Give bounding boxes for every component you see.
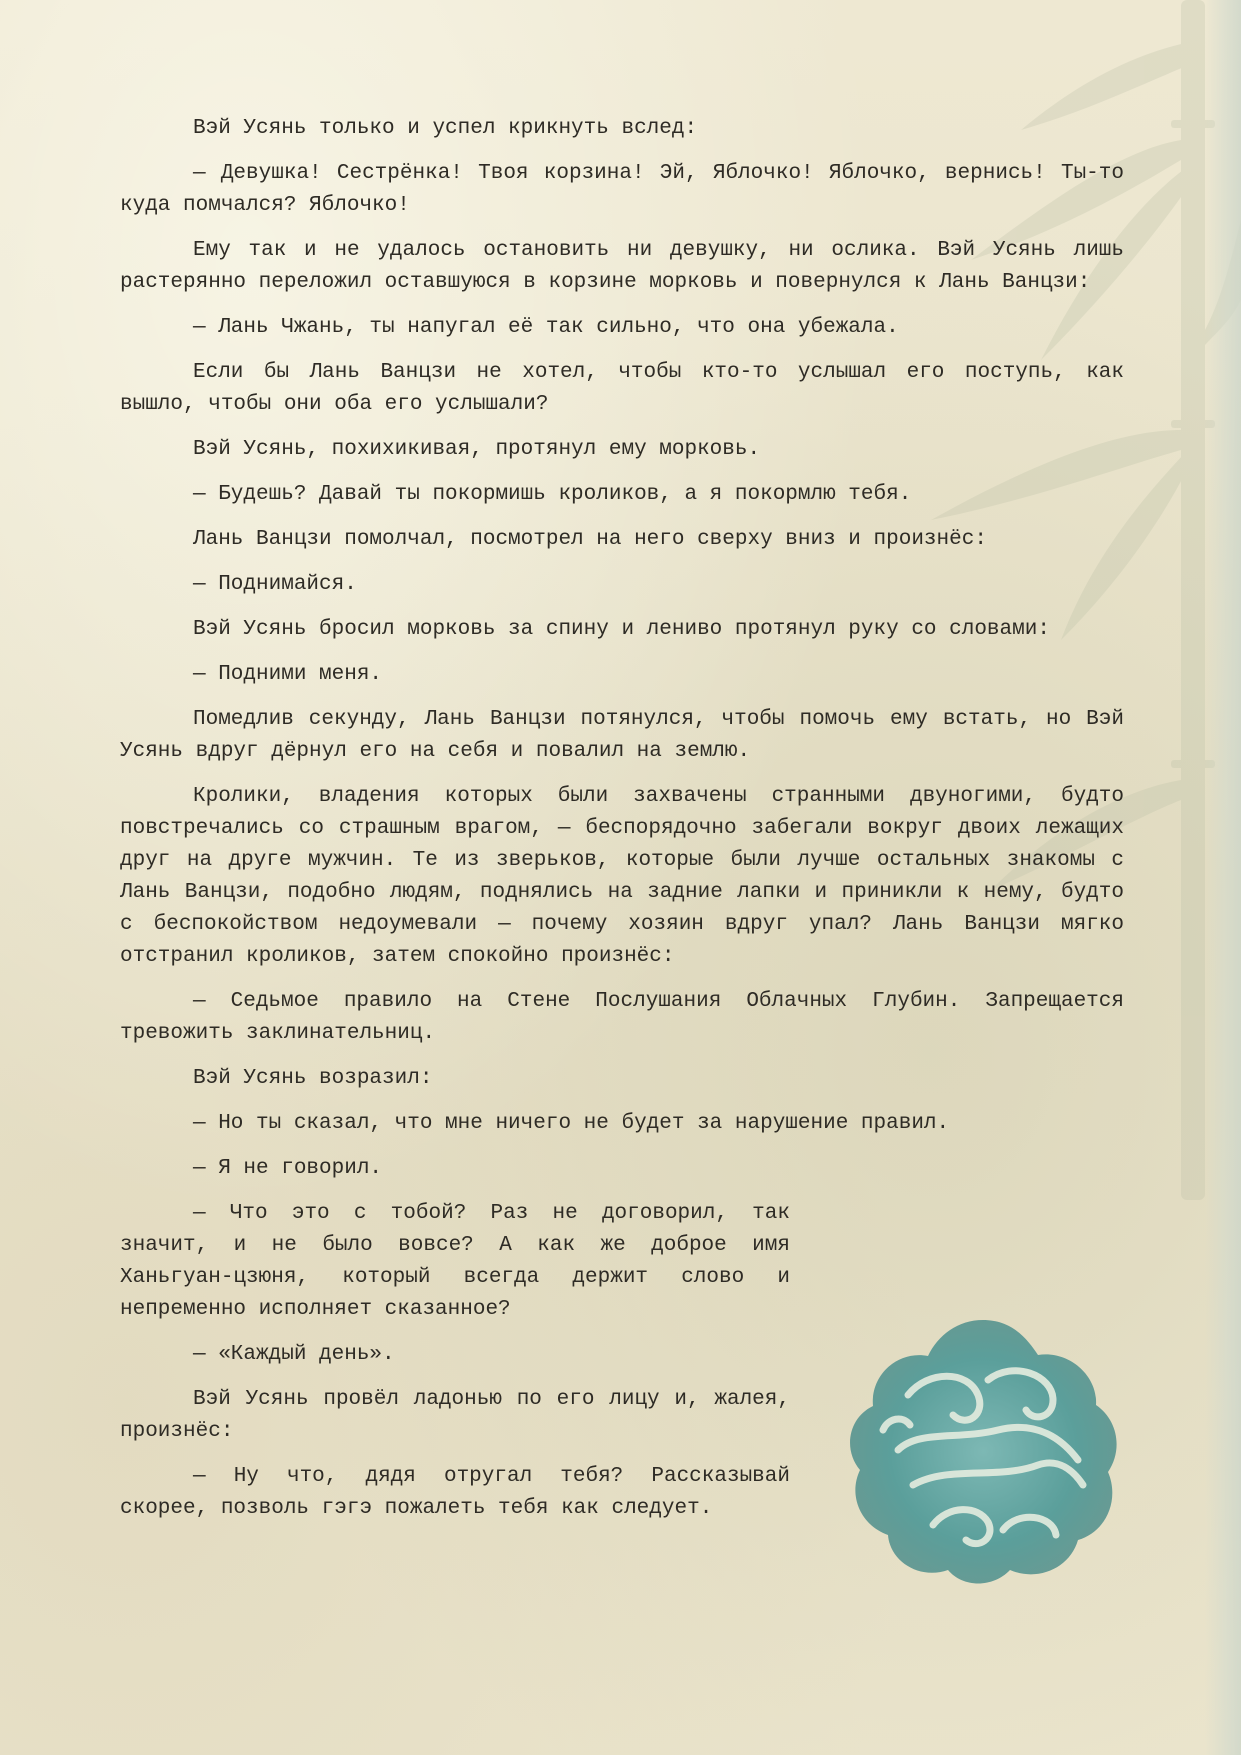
paragraph: Если бы Лань Ванцзи не хотел, чтобы кто-то услышал его поступь, как вышло, чтобы они оба его услышали? (120, 361, 1124, 416)
paragraph: Лань Ванцзи помолчал, посмотрел на него сверху вниз и произнёс: (193, 528, 987, 551)
paragraph: — Лань Чжань, ты напугал её так сильно, что она убежала. (193, 316, 899, 339)
paragraph: — Но ты сказал, что мне ничего не будет за нарушение правил. (193, 1112, 950, 1135)
paragraph: — Что это с тобой? Раз не договорил, так значит, и не было вовсе? А как же доброе имя Ханьгуан-цзюня, который всегда держит слово и непременно исполняет сказанное? (120, 1202, 790, 1321)
paragraph: Помедлив секунду, Лань Ванцзи потянулся, чтобы помочь ему встать, но Вэй Усянь вдруг дёрнул его на себя и повалил на землю. (120, 708, 1124, 763)
paragraph: — Подними меня. (193, 663, 383, 686)
paragraph: Вэй Усянь возразил: (193, 1067, 433, 1090)
page-edge-strip (1205, 0, 1241, 1755)
paragraph: — Седьмое правило на Стене Послушания Облачных Глубин. Запрещается тревожить заклинательниц. (120, 990, 1124, 1045)
paragraph: Вэй Усянь, похихикивая, протянул ему морковь. (193, 438, 761, 461)
paragraph: — Девушка! Сестрёнка! Твоя корзина! Эй, Яблочко! Яблочко, вернись! Ты-то куда помчался? Яблочко! (120, 162, 1124, 217)
paragraph: Вэй Усянь провёл ладонью по его лицу и, жалея, произнёс: (120, 1388, 790, 1443)
paragraph: Ему так и не удалось остановить ни девушку, ни ослика. Вэй Усянь лишь растерянно переложил оставшуюся в корзине морковь и повернулся к Лань Ванцзи: (120, 239, 1124, 294)
cloud-emblem-icon (838, 1300, 1128, 1590)
paragraph: — Я не говорил. (193, 1157, 383, 1180)
paragraph: Кролики, владения которых были захвачены странными двуногими, будто повстречались со страшным врагом, — беспорядочно забегали вокруг двоих лежащих друг на друге мужчин. Те из зверьков, которые были лучше остальных знакомы с Лань Ванцзи, подобно людям, поднялись на задние лапки и приникли к нему, будто с беспокойством недоумевали — почему хозяин вдруг упал? Лань Ванцзи мягко отстранил кроликов, затем спокойно произнёс: (120, 785, 1124, 968)
paragraph: — Поднимайся. (193, 573, 357, 596)
paragraph: — «Каждый день». (193, 1343, 395, 1366)
paragraph: — Будешь? Давай ты покормишь кроликов, а я покормлю тебя. (193, 483, 912, 506)
paragraph: Вэй Усянь бросил морковь за спину и лениво протянул руку со словами: (193, 618, 1050, 641)
paragraph: Вэй Усянь только и успел крикнуть вслед: (193, 117, 698, 140)
paragraph: — Ну что, дядя отругал тебя? Рассказывай скорее, позволь гэгэ пожалеть тебя как следует. (120, 1465, 790, 1520)
